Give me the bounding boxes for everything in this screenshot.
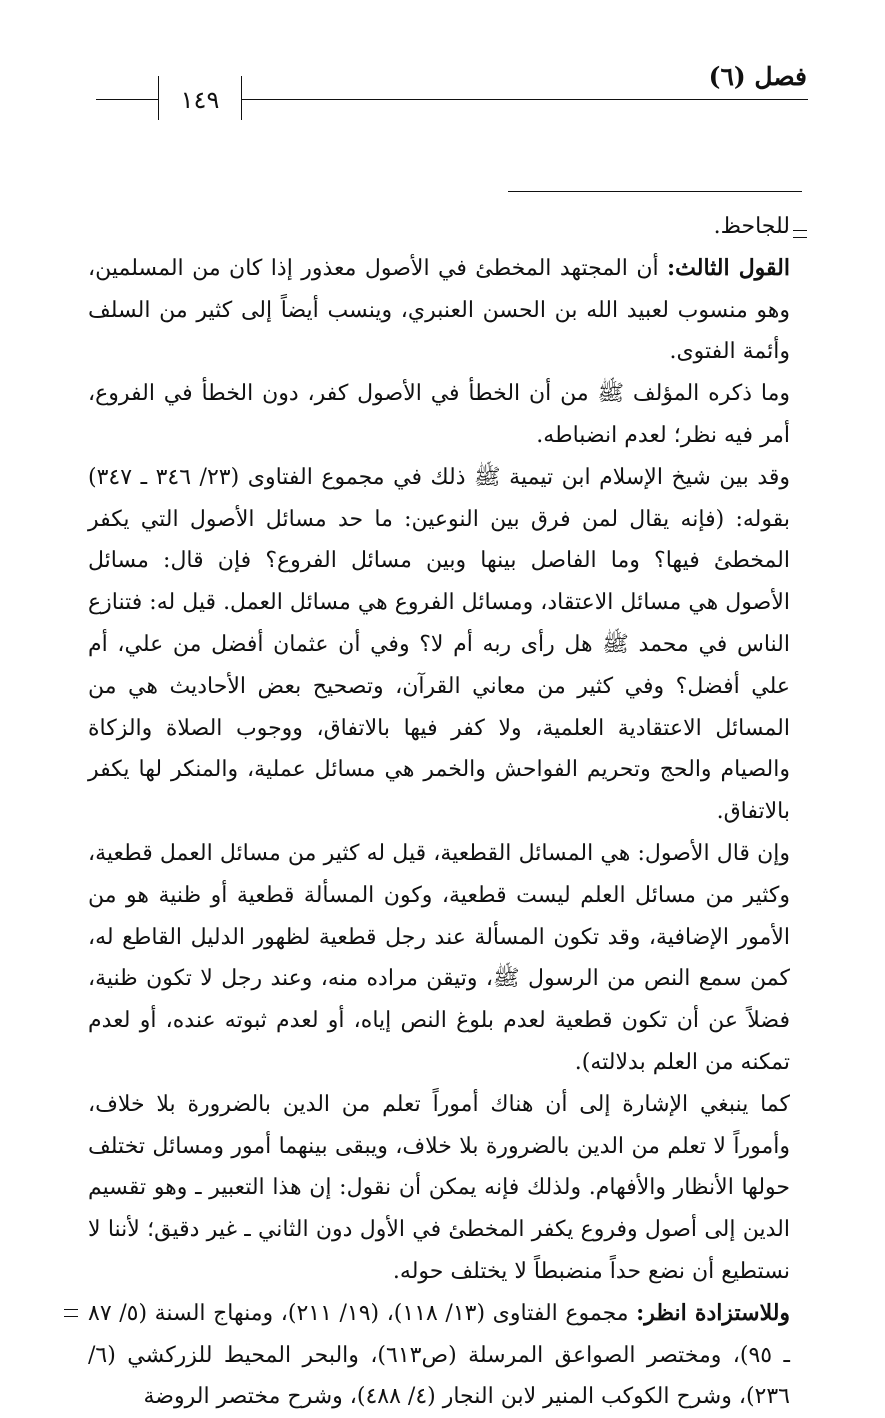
paragraph-5 (88, 833, 790, 1084)
paragraph-text: أن المجتهد المخطئ في الأصول معذور إذا كان من المسلمين، وهو منسوب لعبيد الله بن الحسن العنبري، وينسب أيضاً إلى كثير من السلف وأئمة الفتوى. (88, 255, 790, 365)
paragraph-text: كما ينبغي الإشارة إلى أن هناك أموراً تعلم من الدين بالضرورة بلا خلاف، وأموراً لا تعلم من الدين بالضرورة بلا خلاف، ويبقى بينهما أمور ومسائل تختلف حولها الأنظار والأفهام. ولذلك فإنه يمكن أن نقول: إن هذا التعبير ـ وهو تقسيم الدين إلى أصول وفروع يكفر المخطئ في الأول دون الثاني ـ غير دقيق؛ لأننا لا نستطيع أن نضع حداً منضبطاً لا يختلف حوله. (88, 1091, 790, 1284)
header-rule (242, 99, 808, 100)
continuation-mark-bottom (64, 1309, 78, 1317)
paragraph-text: وما ذكره المؤلف ﷺ من أن الخطأ في الأصول كفر، دون الخطأ في الفروع، أمر فيه نظر؛ لعدم انضباطه. (88, 381, 790, 448)
page-number-bracket-left (158, 76, 159, 120)
paragraph-1 (88, 206, 790, 248)
paragraph-6 (88, 1084, 790, 1293)
footnote-separator (508, 191, 802, 192)
paragraph-3 (88, 373, 790, 457)
page-number: ١٤٩ (180, 86, 220, 114)
header-rule-left (96, 99, 158, 100)
footnote-text (88, 206, 790, 1418)
paragraph-text: وإن قال الأصول: هي المسائل القطعية، قيل له كثير من مسائل العمل قطعية، وكثير من مسائل العلم ليست قطعية، وكون المسألة قطعية أو ظنية هو من الأمور الإضافية، وقد تكون المسألة عند رجل قطعية لظهور الدليل القاطع له، كمن سمع النص من الرسول ﷺ، وتيقن مراده منه، وعند رجل لا تكون ظنية، فضلاً عن أن تكون قطعية لعدم بلوغ النص إياه، أو لعدم ثبوته عنده، أو لعدم تمكنه من العلم بدلالته). (88, 840, 790, 1075)
paragraph-text: للجاحظ. (713, 214, 790, 239)
paragraph-2 (88, 248, 790, 373)
paragraph-7 (88, 1293, 790, 1418)
paragraph-4 (88, 457, 790, 833)
chapter-title: فصل (٦) (708, 62, 807, 91)
paragraph-text: وقد بين شيخ الإسلام ابن تيمية ﷺ ذلك في مجموع الفتاوى (٢٣/ ٣٤٦ ـ ٣٤٧) بقوله: (فإنه يقال لمن فرق بين النوعين: ما حد مسائل الأصول التي يكفر المخطئ فيها؟ وما الفاصل بينها وبين مسائل الفروع؟ فإن قال: مسائل الأصول هي مسائل الاعتقاد، ومسائل الفروع هي مسائل العمل. قيل له: فتنازع الناس في محمد ﷺ هل رأى ربه أم لا؟ وفي أن عثمان أفضل من علي، أم علي أفضل؟ وفي كثير من معاني القرآن، وتصحيح بعض الأحاديث هي من المسائل الاعتقادية العلمية، ولا كفر فيها بالاتفاق، ووجوب الصلاة والزكاة والصيام والحج وتحريم الفواحش والخمر هي مسائل عملية، والمنكر لها يكفر بالاتفاق. (88, 464, 791, 825)
paragraph-lead: وللاستزادة انظر: (636, 1299, 791, 1326)
continuation-mark-top (793, 230, 807, 238)
paragraph-text: مجموع الفتاوى (١٣/ ١١٨)، (١٩/ ٢١١)، ومنهاج السنة (٥/ ٨٧ ـ ٩٥)، ومختصر الصواعق المرسلة (ص٦١٣)، والبحر المحيط للزركشي (٦/ ٢٣٦)، وشرح الكوكب المنير لابن النجار (٤/ ٤٨٨)، وشرح مختصر الروضة (88, 1300, 790, 1410)
paragraph-lead: القول الثالث: (667, 254, 790, 281)
page-number-bracket-right (241, 76, 242, 120)
